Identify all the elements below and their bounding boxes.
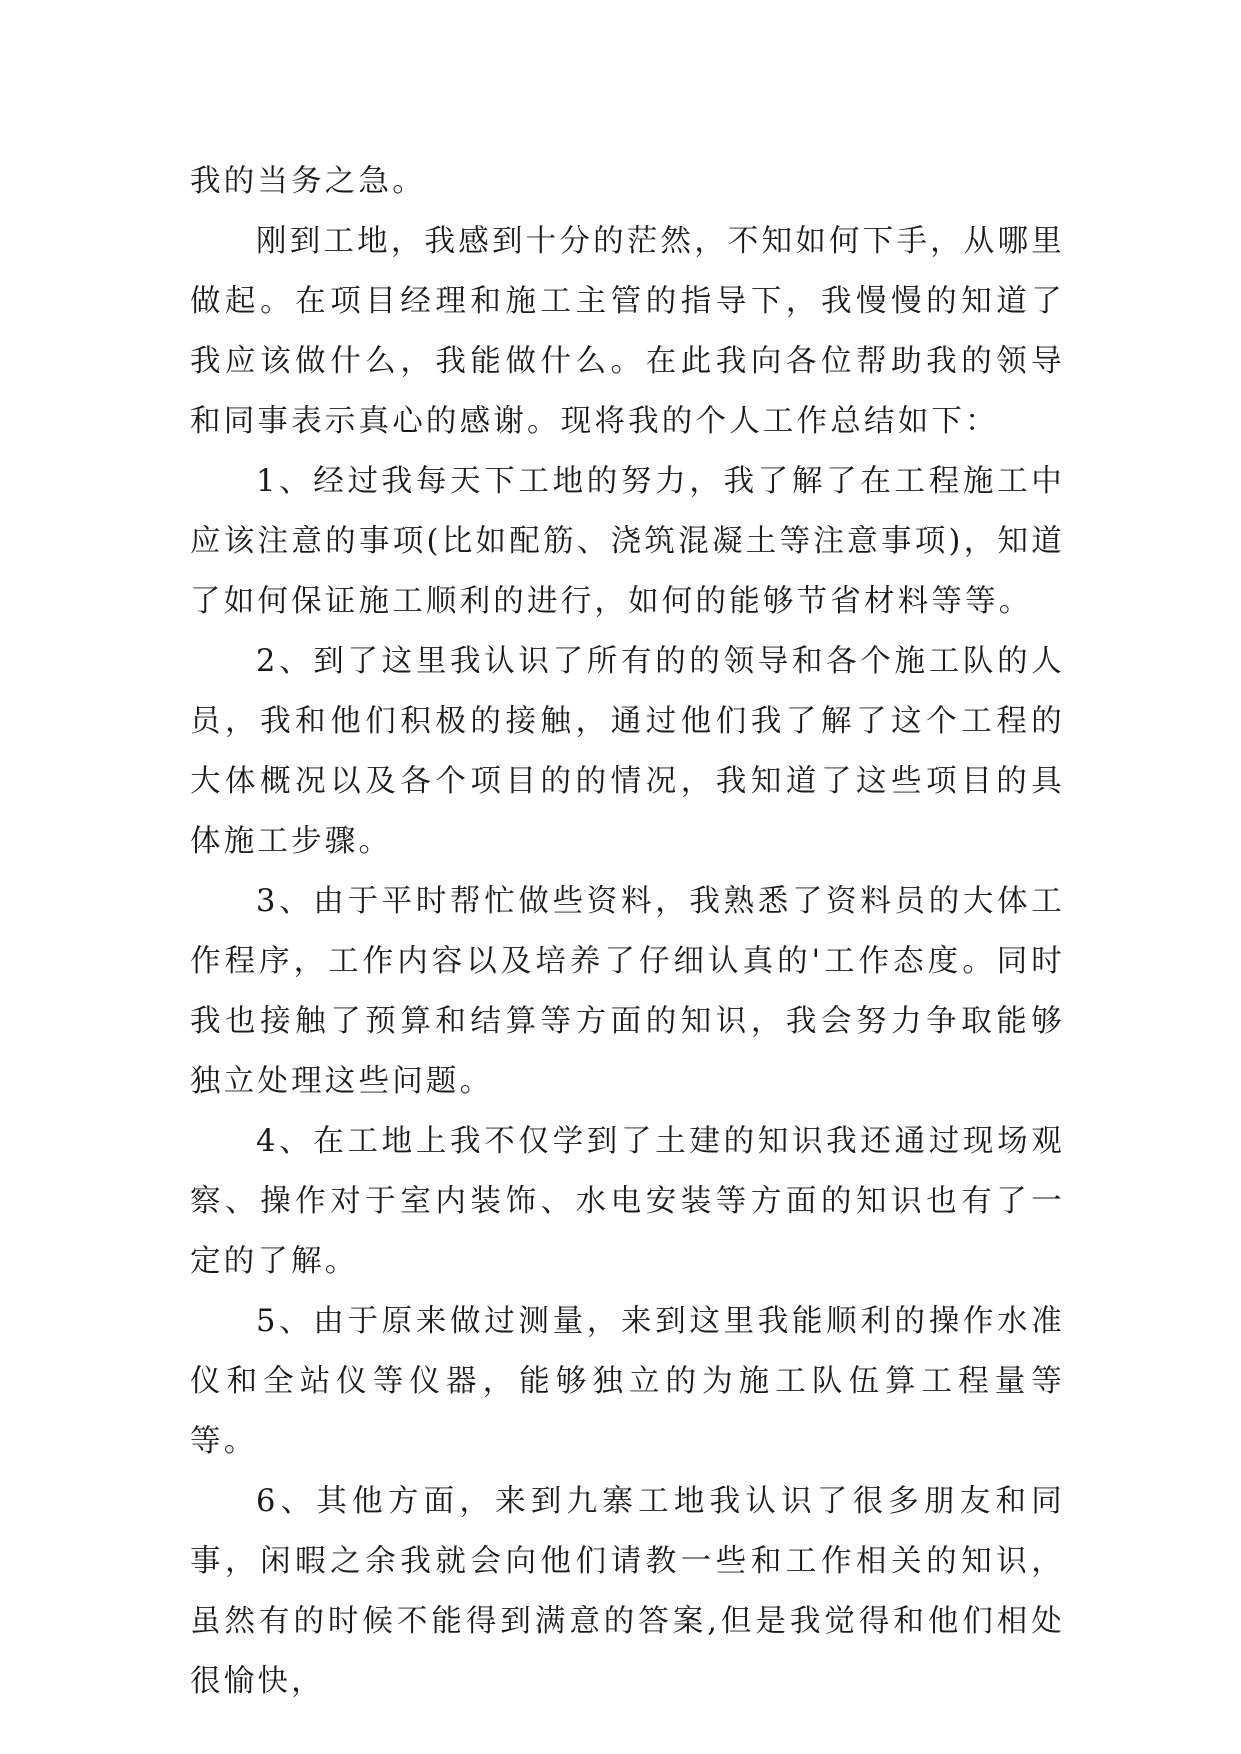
paragraph-item-3: 3、由于平时帮忙做些资料，我熟悉了资料员的大体工作程序，工作内容以及培养了仔细认真的'工作态度。同时我也接触了预算和结算等方面的知识，我会努力争取能够独立处理这些问题。 <box>190 884 1065 1099</box>
document-body <box>190 152 1065 1712</box>
paragraph-arrival: 刚到工地，我感到十分的茫然，不知如何下手，从哪里做起。在项目经理和施工主管的指导下，我慢慢的知道了我应该做什么，我能做什么。在此我向各位帮助我的领导和同事表示真心的感谢。现将我的个人工作总结如下： <box>190 224 1065 439</box>
paragraph-item-6: 6、其他方面，来到九寨工地我认识了很多朋友和同事，闲暇之余我就会向他们请教一些和工作相关的知识，虽然有的时候不能得到满意的答案,但是我觉得和他们相处很愉快， <box>190 1484 1065 1699</box>
paragraph-item-4: 4、在工地上我不仅学到了土建的知识我还通过现场观察、操作对于室内装饰、水电安装等方面的知识也有了一定的了解。 <box>190 1124 1065 1279</box>
paragraph-item-5: 5、由于原来做过测量，来到这里我能顺利的操作水准仪和全站仪等仪器，能够独立的为施工队伍算工程量等等。 <box>190 1304 1065 1459</box>
paragraph-item-2: 2、到了这里我认识了所有的的领导和各个施工队的人员，我和他们积极的接触，通过他们我了解了这个工程的大体概况以及各个项目的的情况，我知道了这些项目的具体施工步骤。 <box>190 644 1065 859</box>
paragraph-item-1: 1、经过我每天下工地的努力，我了解了在工程施工中应该注意的事项(比如配筋、浇筑混凝土等注意事项)，知道了如何保证施工顺利的进行，如何的能够节省材料等等。 <box>190 464 1065 619</box>
paragraph-intro-ending: 我的当务之急。 <box>190 164 426 199</box>
